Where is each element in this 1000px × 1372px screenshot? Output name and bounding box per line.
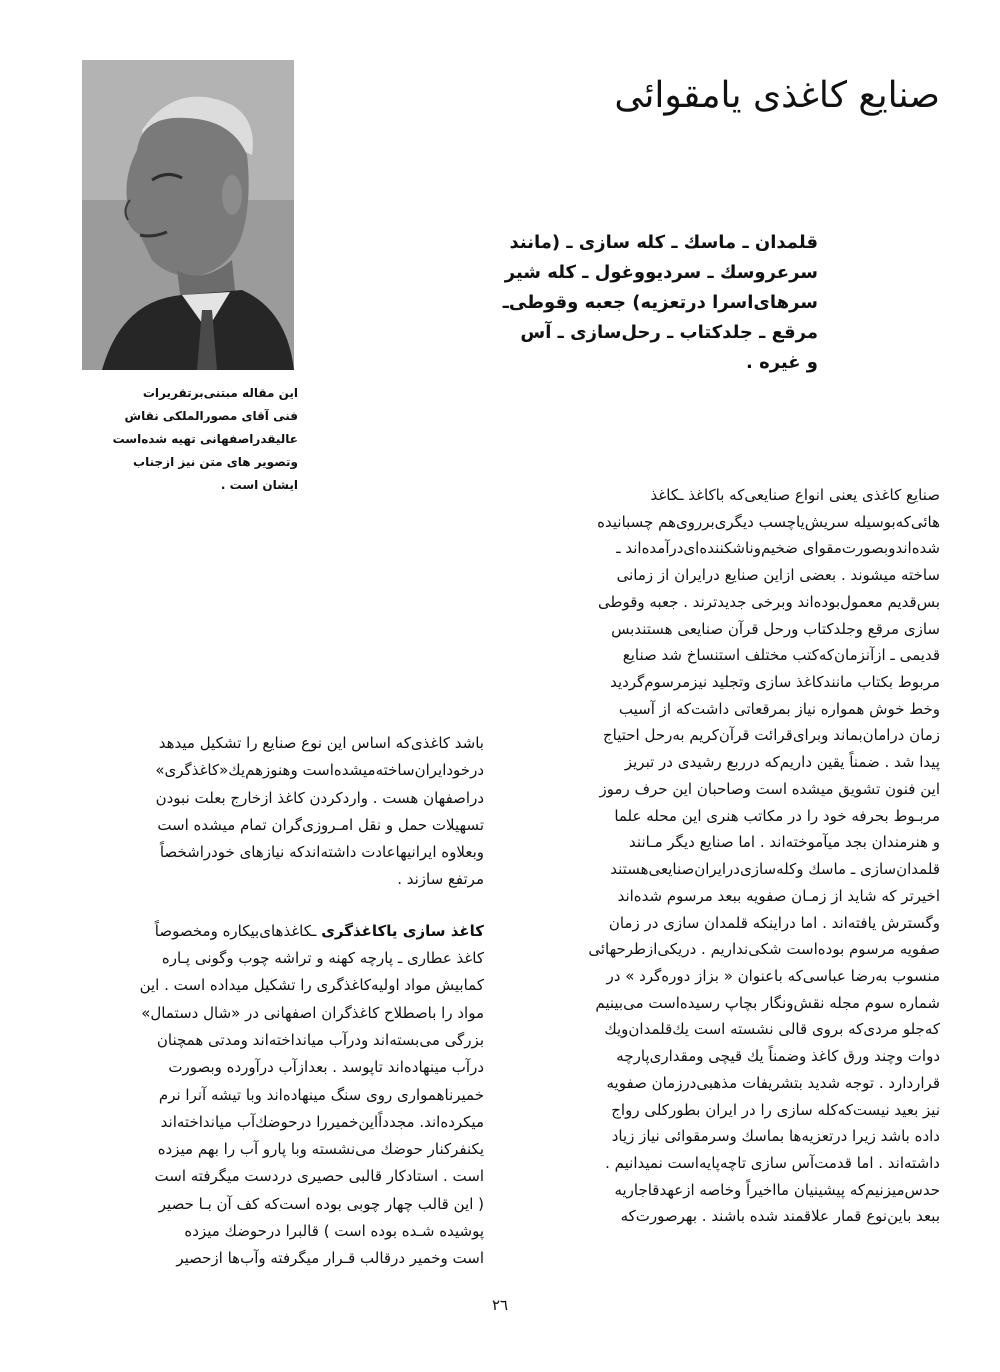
subheading-line bbox=[56, 918, 484, 945]
text-line: پیدا شد . ضمناً یقین داریم‌که درربع رشیدی در تبریز bbox=[624, 753, 940, 772]
page-number: ٢٦ bbox=[491, 1296, 509, 1314]
left-column-text bbox=[56, 730, 484, 1273]
portrait-illustration bbox=[82, 60, 294, 370]
text-line: وگسترش یافته‌اند . اما دراینکه قلمدان سازی در زمان bbox=[608, 913, 940, 932]
text-line: قلمدان‌سازی ـ ماسك وکله‌سازی‌درایران‌صنایعی‌هستند bbox=[610, 860, 940, 879]
text-line: کمابیش مواد اولیه‌کاغذگری را تشکیل میداده است . این bbox=[139, 976, 484, 995]
text-line: سازی مرقع وجلدکتاب ورحل قرآن صنایعی هستندبس bbox=[611, 619, 940, 638]
text-line: تسهیلات حمل و نقل امـروزی‌گران تمام میشده است bbox=[157, 815, 484, 834]
text-line: قراردارد . توجه شدید بتشریفات مذهبی‌درزمان صفویه bbox=[606, 1073, 940, 1092]
text-line: که‌جلو مردی‌که بروی قالی نشسته است یك‌قلمدان‌ویك bbox=[604, 1020, 940, 1039]
portrait-photo bbox=[82, 60, 294, 370]
items-list bbox=[502, 228, 818, 378]
text-line: دراصفهان هست . واردکردن کاغذ ازخارج بعلت نبودن bbox=[155, 788, 484, 807]
text-line: باشد کاغذی‌که اساس این نوع صنایع را تشکیل میدهد bbox=[158, 734, 484, 752]
text-line: شماره سوم مجله نقش‌ونگار بچاپ رسیده‌است می‌بینیم bbox=[595, 993, 940, 1012]
text-line: درآب مینهاده‌اند تاپوسد . بعدازآب درآورده وبصورت bbox=[168, 1058, 484, 1077]
right-column-text bbox=[512, 482, 940, 1230]
text-line: کاغذ عطاری ـ پارچه کهنه و تراشه چوب وگونی پـاره bbox=[161, 949, 484, 968]
items-line: قلمدان ـ ماسك ـ کله سازی ـ (مانند bbox=[509, 232, 818, 253]
text-line: و هنرمندان بجد میآموخته‌اند . اما صنایع دیگر مـانند bbox=[629, 833, 940, 852]
text-line: داشته‌اند . اما قدمت‌آس سازی تاچه‌پایه‌است نمیدانیم . bbox=[605, 1153, 940, 1172]
text-line: صنایع کاغذی یعنی انواع صنایعی‌که باکاغذ ـکاغذ bbox=[650, 486, 940, 504]
text-line: ( این قالب چهار چوبی بوده است‌که کف آن بـا حصیر bbox=[158, 1194, 484, 1213]
text-line: درخودایران‌ساخته‌میشده‌است وهنوزهم‌یك«کاغذگری» bbox=[155, 761, 484, 780]
text-line: مرتفع سازند . bbox=[397, 870, 484, 889]
text-line: نیز بعید نیست‌که‌کله سازی را در ایران بطورکلی رواج bbox=[611, 1100, 940, 1119]
text-line: هائی‌که‌بوسیله سریش‌یاچسب دیگری‌برروی‌هم چسبانیده bbox=[597, 512, 940, 531]
text-line: صفویه مرسوم بوده‌است شکی‌نداریم . دریکی‌ازطرحهائی bbox=[588, 940, 940, 959]
text-line: حدس‌میزنیم‌که پیشینیان ماا‌خیراً وخاصه ازعهدقاجاریه bbox=[614, 1180, 940, 1199]
text-line: مواد را باصطلاح کاغذگران اصفهانی در «شال دستمال» bbox=[141, 1003, 484, 1022]
items-line: مرقع ـ جلدکتاب ـ رحل‌سازی ـ آس bbox=[520, 322, 818, 343]
caption-line: وتصویر های متن نیز ازجناب bbox=[133, 455, 298, 469]
text-line: یکنفرکنار حوضك می‌نشسته وبا پارو آب را بهم میزده bbox=[157, 1140, 484, 1159]
text-line: وخط خوش همواره نیاز بمرقعاتی داشت‌که از آسیب bbox=[618, 699, 940, 718]
text-line: اخیرتر که شاید از زمـان صفویه ببعد مرسوم شده‌اند bbox=[617, 886, 940, 905]
caption-line: عالیقدراصفهانی تهیه شده‌است bbox=[112, 432, 298, 446]
text-line: داده باشد زیرا درتعزیه‌ها بماسك وسرمقوائی نیاز زیاد bbox=[611, 1127, 940, 1146]
caption-line: ایشان است . bbox=[220, 478, 298, 492]
text-line: قدیمی ـ ازآنزمان‌که‌کتب مختلف استنساخ شد صنایع bbox=[622, 646, 940, 665]
text-line: میکرده‌اند. مجدداًاین‌خمیررا درحوضك‌آب میانداخته‌اند bbox=[160, 1112, 484, 1131]
photo-caption bbox=[112, 382, 298, 504]
text-line: پوشیده شـده بوده است ) قالبرا درحوضك میزده bbox=[184, 1222, 484, 1241]
text-line: دوات وچند ورق کاغذ وضمناً یك قیچی ومقداری‌پارچه bbox=[616, 1047, 940, 1066]
text-line: است وخمیر درقالب قـرار میگرفته وآب‌ها ازحصیر bbox=[176, 1249, 484, 1268]
text-line: مربوط بکتاب مانندکاغذ سازی وتجلید نیزمرسوم‌گردید bbox=[610, 673, 940, 692]
text-line: شده‌اندوبصورت‌مقوای ضخیم‌وناشکننده‌ای‌درآمده‌اند ـ bbox=[616, 539, 940, 558]
text-line: مربـوط بحرفه خود را در مکاتب هنری این محله علما bbox=[614, 806, 940, 825]
text-line: بزرگی می‌بسته‌اند ودرآب میانداخته‌اند ومدتی همچنان bbox=[156, 1030, 484, 1049]
text-line: منسوب به‌رضا عباسی‌که باعنوان « بزاز دوره‌گرد » در bbox=[606, 966, 940, 985]
caption-line: این مقاله مبتنی‌برتقریرات bbox=[142, 386, 298, 400]
text-line: خمیرناهمواری روی سنگ مینهاده‌اند وبا تیشه آنرا نرم bbox=[158, 1085, 484, 1104]
paragraph-gap bbox=[56, 894, 484, 918]
text-line: وبعلاوه ایرانیهاعادت داشته‌اندکه نیازهای خودراشخصاً bbox=[159, 843, 484, 862]
caption-line: فنی آقای مصورالملکی نقاش bbox=[124, 409, 298, 423]
text-line: ساخته میشوند . بعضی ازاین صنایع درایران از زمانی bbox=[616, 566, 940, 585]
article-title: صنایع کاغذی یامقوائی bbox=[614, 75, 940, 116]
text-line: زمان درامان‌بماند وبرای‌قرائت قرآن‌کریم به‌رحل احتیاج bbox=[602, 726, 940, 745]
section-subheading: کاغذ سازی یاکاغذگری bbox=[321, 921, 484, 940]
items-line: سرعروسك ـ سردیووغول ـ کله شیر bbox=[504, 262, 818, 283]
text-line: این فنون تشویق میشده است وصاحبان این حرف رموز bbox=[599, 779, 940, 798]
text-line: است . استادکار قالبی حصیری دردست میگرفته است bbox=[154, 1167, 484, 1186]
text-line: بس‌قدیم معمول‌بوده‌اند وبرخی جدیدترند . جعبه وقوطی bbox=[598, 592, 940, 611]
items-line: و غیره . bbox=[745, 352, 818, 373]
subheading-continuation: ـکاغذهای‌بیکاره ومخصوصاً bbox=[154, 921, 322, 940]
text-line: ببعد باین‌نوع قمار علاقمند شده باشند . بهرصورت‌که bbox=[620, 1207, 940, 1226]
items-line: سرهای‌اسرا درتعزیه) جعبه وقوطی‌ـ bbox=[502, 292, 818, 313]
